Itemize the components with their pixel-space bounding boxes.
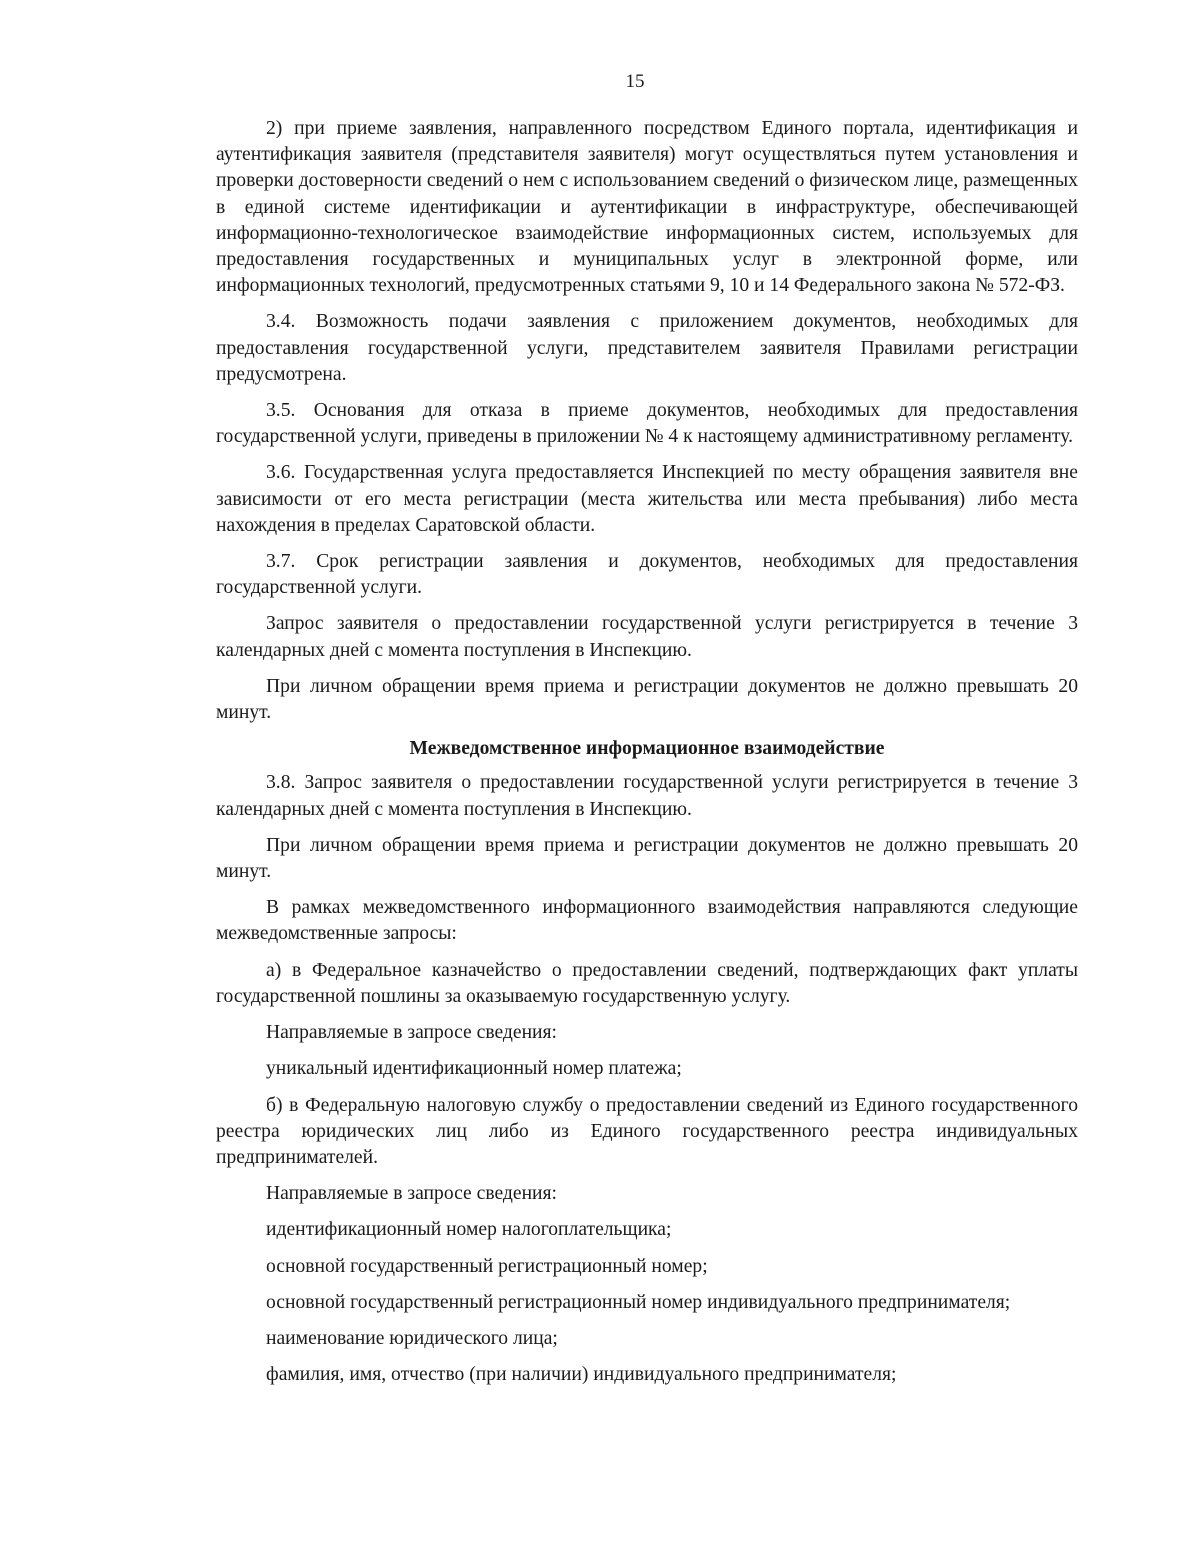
paragraph-ogrnip: основной государственный регистрационный номер индивидуального предпринимателя; [266,1291,1011,1313]
paragraph-interagency-requests: В рамках межведомственного информационного взаимодействия направляются следующие межведомственные запросы: [216,897,1078,945]
paragraph-tax-service-request: б) в Федеральную налоговую службу о предоставлении сведений из Единого государственного реестра юридических лиц либо из Единого государственного реестра индивидуальных предпринимателей. [216,1094,1078,1168]
paragraph-request-info-label-2: Направляемые в запросе сведения: [266,1183,557,1205]
paragraph-personal-visit: При личном обращении время приема и регистрации документов не должно превышать 20 минут. [216,675,1078,724]
paragraph-3-7: 3.7. Срок регистрации заявления и документов, необходимых для предоставления государственной услуги. [216,551,1078,599]
paragraph-inn: идентификационный номер налогоплательщика; [266,1219,672,1241]
paragraph-identification: 2) при приеме заявления, направленного посредством Единого портала, идентификация и аутентификация заявителя (представителя заявителя) могут осуществляться путем установления и проверки достоверности сведений о нем с использованием сведений о физическом лице, размещенных в единой системе идентификации и аутентификации в инфраструктуре, обеспечивающей информационно-технологическое взаимодействие информационных систем, используемых для предоставления государственных и муниципальных услуг в электронной форме, или информационных технологий, предусмотренных статьями 9, 10 и 14 Федерального закона № 572-ФЗ. [216,118,1078,297]
paragraph-personal-visit-2: При личном обращении время приема и регистрации документов не должно превышать 20 минут. [216,834,1078,883]
paragraph-ogrn: основной государственный регистрационный номер; [266,1255,708,1277]
paragraph-request-registration: Запрос заявителя о предоставлении государственной услуги регистрируется в течение 3 календарных дней с момента поступления в Инспекцию. [216,613,1078,661]
paragraph-3-8: 3.8. Запрос заявителя о предоставлении государственной услуги регистрируется в течение 3 календарных дней с момента поступления в Инспекцию. [216,772,1078,820]
page-number: 15 [625,71,645,92]
section-heading: Межведомственное информационное взаимодействие [409,738,885,760]
document-body [216,116,1078,1388]
paragraph-legal-entity-name: наименование юридического лица; [266,1327,558,1349]
paragraph-request-info-label: Направляемые в запросе сведения: [266,1022,557,1044]
paragraph-payment-id: уникальный идентификационный номер платежа; [266,1058,682,1080]
paragraph-treasury-request: а) в Федеральное казначейство о предоставлении сведений, подтверждающих факт уплаты государственной пошлины за оказываемую государственную услугу. [216,959,1078,1007]
paragraph-3-4: 3.4. Возможность подачи заявления с приложением документов, необходимых для предоставления государственной услуги, представителем заявителя Правилами регистрации предусмотрена. [216,311,1078,385]
paragraph-3-5: 3.5. Основания для отказа в приеме документов, необходимых для предоставления государственной услуги, приведены в приложении № 4 к настоящему административному регламенту. [216,400,1078,448]
paragraph-3-6: 3.6. Государственная услуга предоставляется Инспекцией по месту обращения заявителя вне зависимости от его места регистрации (места жительства или места пребывания) либо места нахождения в пределах Саратовской области. [216,462,1078,536]
paragraph-entrepreneur-name: фамилия, имя, отчество (при наличии) индивидуального предпринимателя; [266,1364,897,1386]
